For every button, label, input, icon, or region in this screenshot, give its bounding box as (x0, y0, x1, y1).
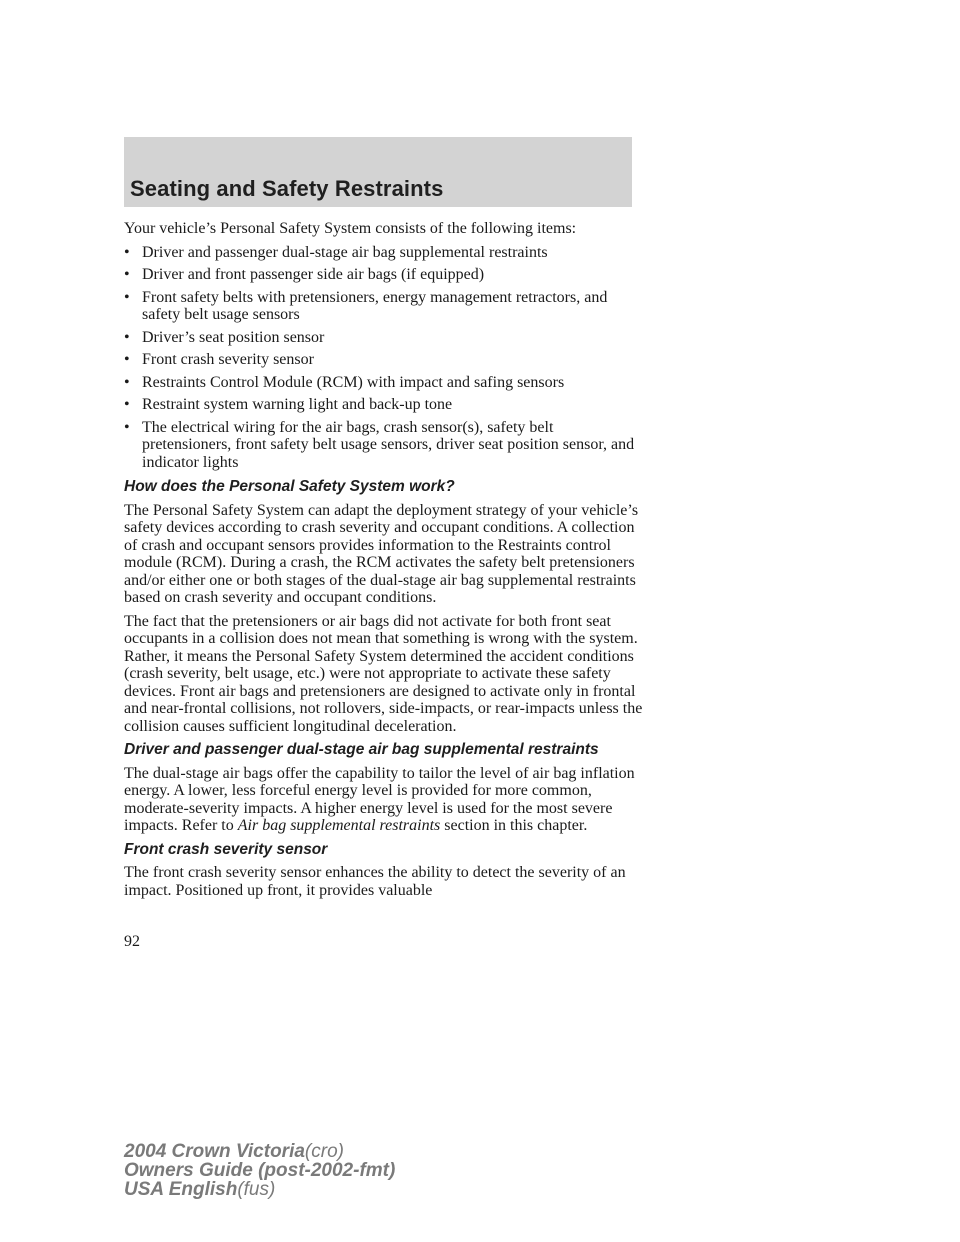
footer-guide-format: Owners Guide (post-2002-fmt) (124, 1160, 396, 1181)
paragraph: The Personal Safety System can adapt the deployment strategy of your vehicle’s safety devices according to crash severity and occupant conditions. A collection of crash and occupant sensors provides information to the Restraints control module (RCM). During a crash, the RCM activates the safety belt pretensioners and/or either one or both stages of the dual-stage air bag supplemental restraints based on crash severity and occupant conditions. (124, 501, 639, 606)
list-item-text: Front safety belts with pretensioners, energy management retractors, and safety belt usage sensors (142, 288, 608, 323)
cross-reference: Air bag supplemental restraints (237, 817, 441, 834)
list-item (124, 374, 644, 392)
paragraph-text: The dual-stage air bags offer the capability to tailor the level of air bag inflation energy. A lower, less forceful energy level is provided for more common, moderate-severity impacts. A higher energy level is used for the most severe impacts. Refer to (124, 764, 635, 834)
section-heading-crash-severity-sensor: Front crash severity sensor (124, 840, 328, 858)
list-item-text: The electrical wiring for the air bags, crash sensor(s), safety belt pretensioners, front safety belt usage sensors, driver seat position sensor, and indicator lights (142, 418, 635, 471)
list-item (124, 396, 644, 414)
paragraph (124, 765, 644, 835)
paragraph-text: section in this chapter. (440, 817, 588, 834)
list-item (124, 419, 644, 472)
bullet-icon: • (124, 328, 130, 346)
list-item-text: Driver’s seat position sensor (142, 328, 325, 346)
list-item-text: Front crash severity sensor (142, 351, 314, 368)
list-item-text: Restraints Control Module (RCM) with impact and safing sensors (142, 373, 565, 391)
bullet-icon: • (124, 351, 130, 368)
list-item (124, 244, 644, 262)
bullet-icon: • (124, 243, 130, 261)
footer-line (124, 1142, 395, 1161)
list-item (124, 351, 644, 369)
list-item (124, 329, 644, 347)
list-item (124, 289, 644, 324)
bullet-icon: • (124, 396, 130, 413)
bullet-icon: • (124, 288, 130, 306)
footer-line (124, 1180, 395, 1199)
footer-language-code: (fus) (237, 1179, 276, 1200)
paragraph: The front crash severity sensor enhances the ability to detect the severity of an impact. Positioned up front, it provides valuable (124, 864, 626, 899)
list-item-text: Driver and passenger dual-stage air bag supplemental restraints (142, 243, 548, 261)
intro-paragraph: Your vehicle’s Personal Safety System consists of the following items: (124, 220, 577, 237)
list-item-text: Restraint system warning light and back-up tone (142, 396, 453, 413)
bullet-icon: • (124, 373, 130, 391)
bullet-icon: • (124, 266, 130, 283)
list-item (124, 266, 644, 284)
footer-model: 2004 Crown Victoria (124, 1141, 305, 1162)
footer-language: USA English (124, 1179, 238, 1200)
safety-system-list (124, 244, 644, 472)
page-number: 92 (124, 933, 140, 950)
footer-model-code: (cro) (304, 1141, 344, 1162)
bullet-icon: • (124, 418, 130, 436)
section-heading-how-it-works: How does the Personal Safety System work? (124, 478, 455, 495)
section-heading-dual-stage-air-bags: Driver and passenger dual-stage air bag supplemental restraints (124, 741, 599, 758)
document-footer (124, 1142, 395, 1199)
list-item-text: Driver and front passenger side air bags (if equipped) (142, 266, 485, 283)
paragraph: The fact that the pretensioners or air bags did not activate for both front seat occupants in a collision does not mean that something is wrong with the system. Rather, it means the Personal Safety System determined the accident conditions (crash severity, belt usage, etc.) were not appropriate to activate these safety devices. Front air bags and pretensioners are designed to activate only in frontal and near-frontal collisions, not rollovers, side-impacts, or rear-impacts unless the collision causes sufficient longitudinal deceleration. (124, 612, 643, 735)
page-content (124, 220, 644, 905)
section-title: Seating and Safety Restraints (130, 176, 444, 201)
